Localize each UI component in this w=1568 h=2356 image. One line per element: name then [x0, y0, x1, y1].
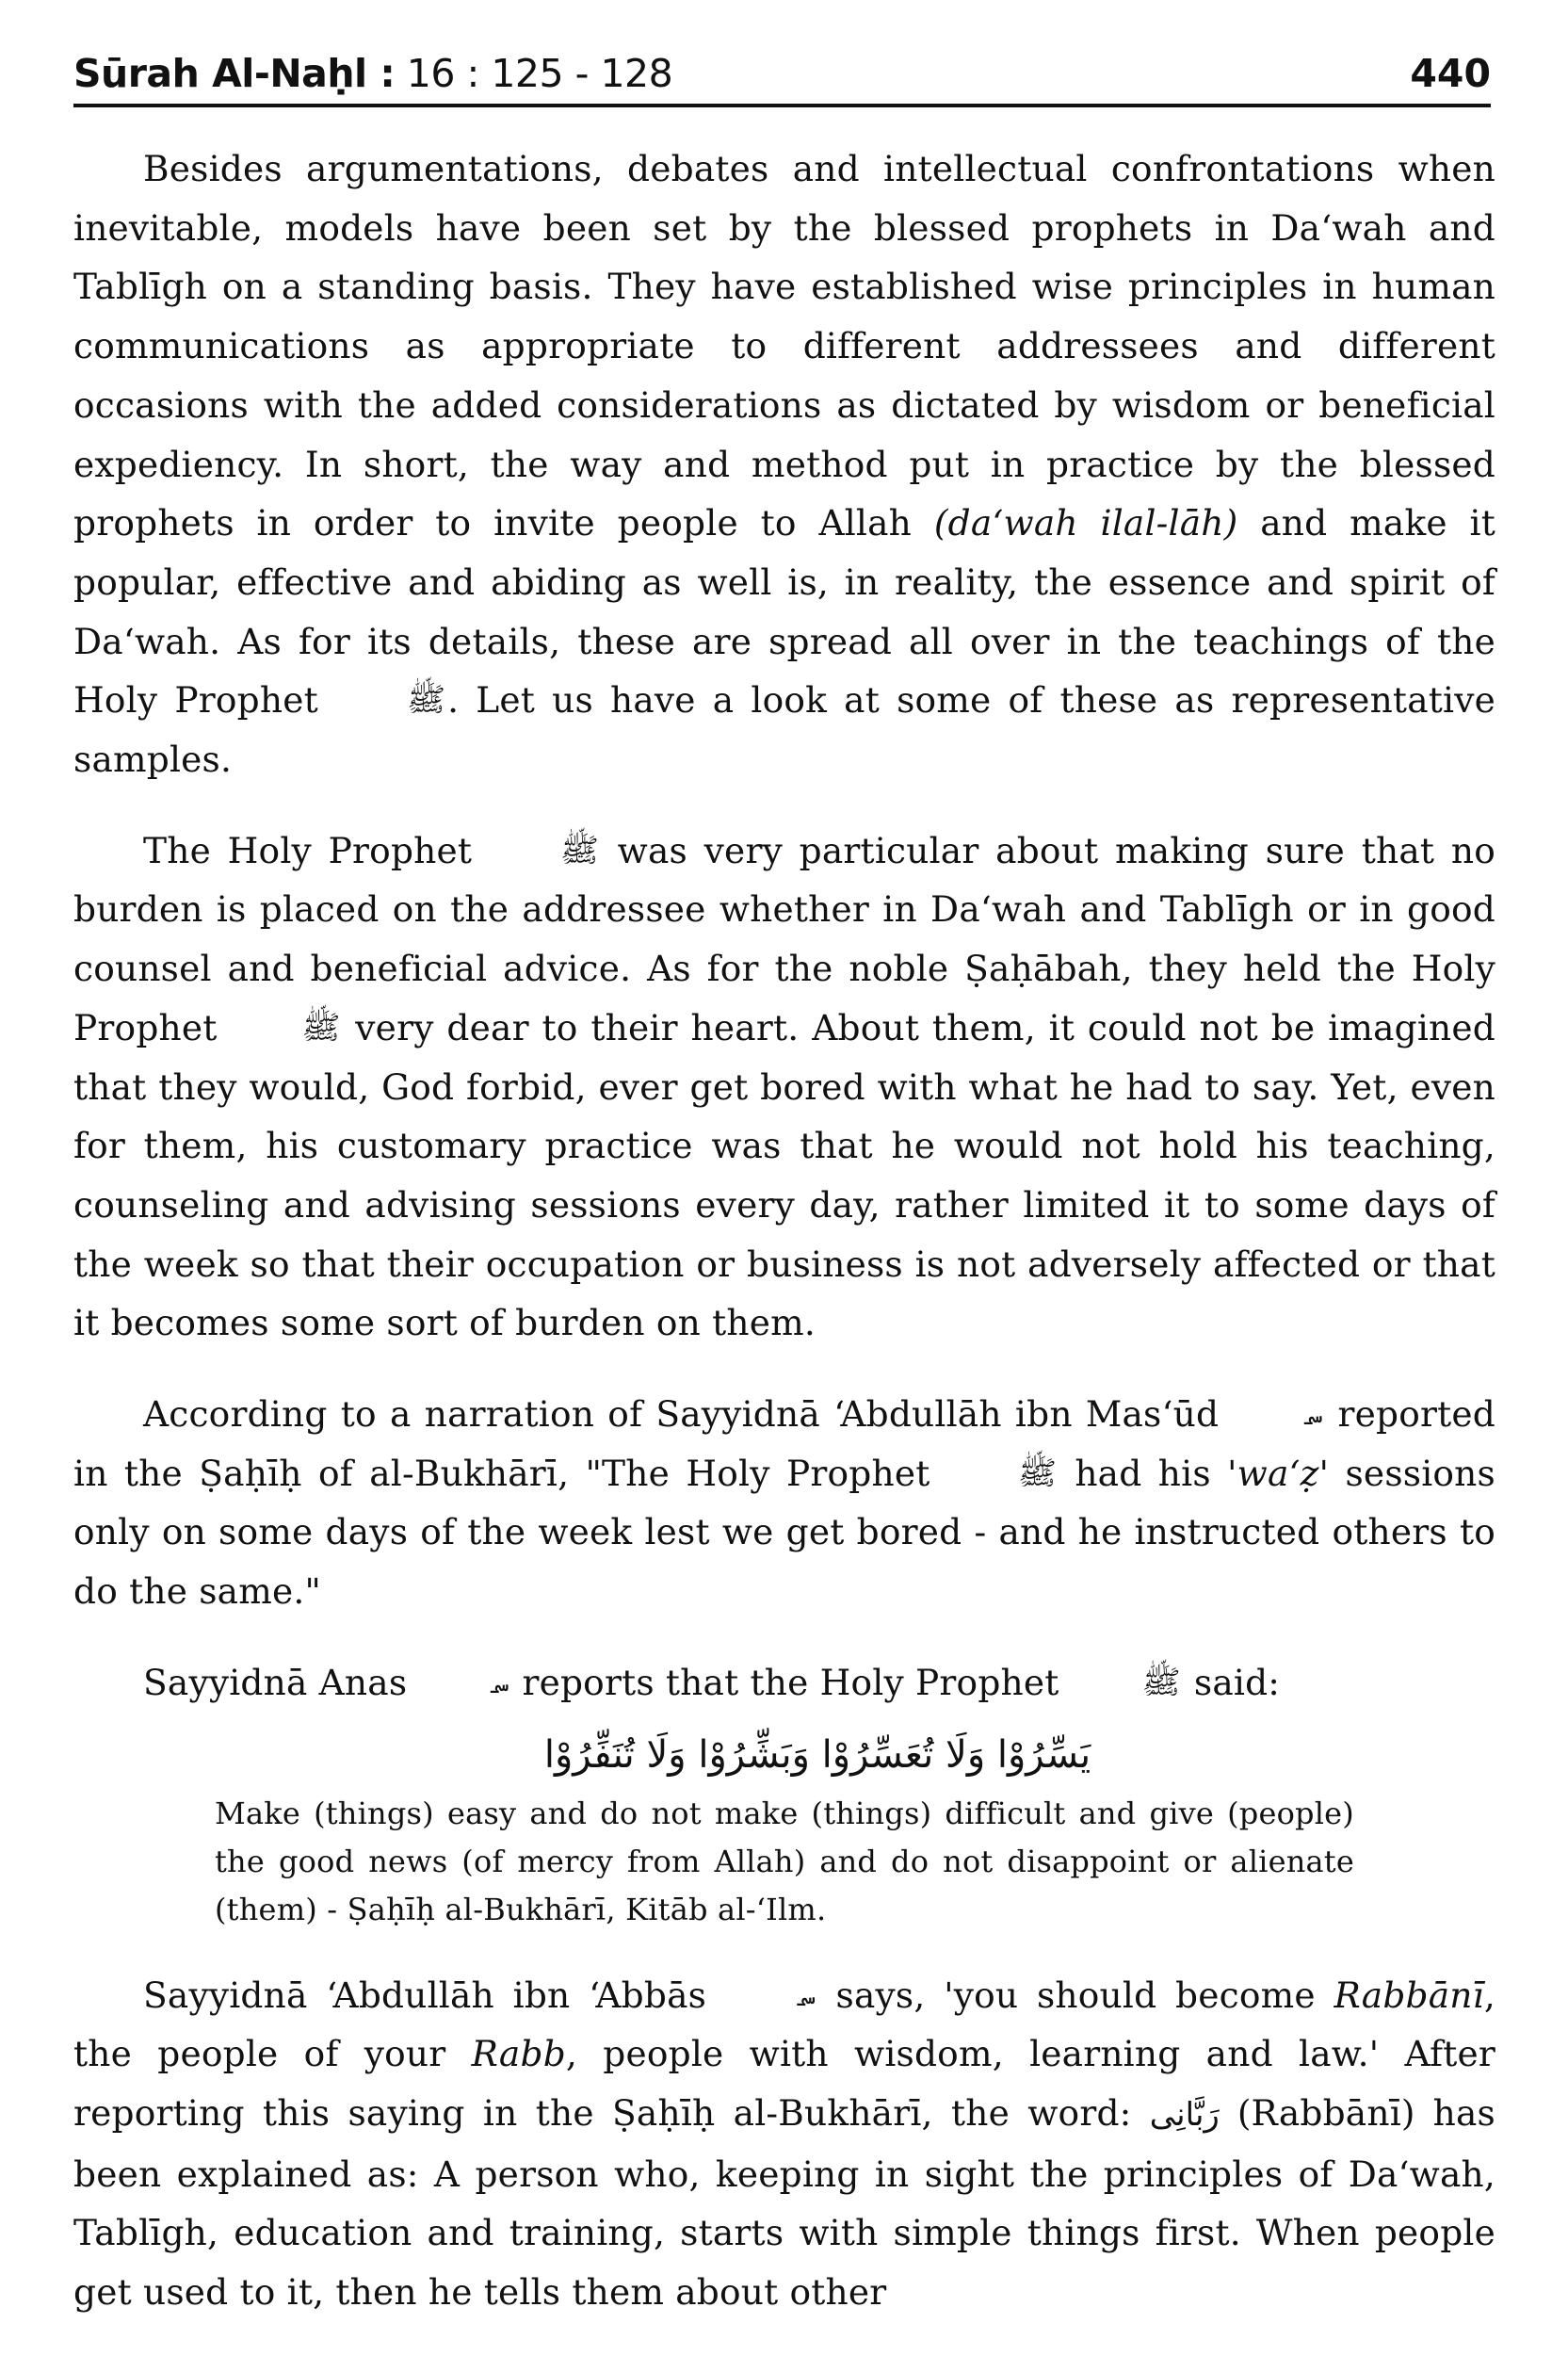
- italic-term: Rabbānī: [1334, 1974, 1484, 2016]
- paragraph-5: Sayyidnā ‘Abdullāh ibn ‘Abbās ؄ says, 'you should become Rabbānī, the people of your Rabb, people with wisdom, learning and law.' After reporting this saying in the Ṣaḥīḥ al-Bukhārī, the word: رَبَّانِی (Rabbānī) has been explained as: A person who, keeping in sight the principles of Da‘wah, Tablīgh, education and training, starts with simple things first. When people get used to it, then he tells them about other: [73, 1974, 1495, 2314]
- arabic-word-rabbani: رَبَّانِی: [1149, 2095, 1220, 2134]
- page-header: [73, 47, 1491, 107]
- italic-term: wa‘ẓ: [1237, 1452, 1319, 1494]
- prophet-honorific-icon: ﷺ: [301, 1008, 341, 1047]
- paragraph-2: The Holy Prophet ﷺ was very particular about making sure that no burden is placed on the addressee whether in Da‘wah and Tablīgh or in good counsel and beneficial advice. As for the noble Ṣaḥābah, they held the Holy Prophet ﷺ very dear to their heart. About them, it could not be imagined that they would, God forbid, ever get bored with what he had to say. Yet, even for them, his customary practice was that he would not hold his teaching, counseling and advising sessions every day, rather limited it to some days of the week so that their occupation or business is not adversely affected or that it becomes some sort of burden on them.: [73, 829, 1496, 1344]
- running-title: [73, 51, 672, 96]
- prophet-honorific-icon: ﷺ: [406, 681, 446, 720]
- main-text: [73, 139, 1495, 2322]
- page-number: 440: [1410, 51, 1491, 96]
- header-rule: [73, 104, 1491, 107]
- surah-name: Sūrah Al-Naḥl :: [73, 51, 396, 96]
- italic-term: Rabb: [471, 2033, 566, 2075]
- verse-reference: 16 : 125 - 128: [395, 51, 673, 96]
- companion-honorific-icon: ؄: [796, 1975, 816, 2014]
- prophet-honorific-icon: ﷺ: [559, 831, 599, 869]
- paragraph-1: Besides argumentations, debates and intellectual confrontations when inevitable, models have been set by the blessed prophets in Da‘wah and Tablīgh on a standing basis. They have established wise principles in human communications as appropriate to different addressees and different occasions with the added considerations as dictated by wisdom or beneficial expediency. In short, the way and method put in practice by the blessed prophets in order to invite people to Allah (da‘wah ilal-lāh) and make it popular, effective and abiding as well is, in reality, the essence and spirit of Da‘wah. As for its details, these are spread all over in the teachings of the Holy Prophet ﷺ. Let us have a look at some of these as representative samples.: [73, 148, 1495, 781]
- paragraph-3: According to a narration of Sayyidnā ‘Abdullāh ibn Mas‘ūd ؄ reported in the Ṣaḥīḥ of al-Bukhārī, "The Holy Prophet ﷺ had his 'wa‘ẓ' sessions only on some days of the week lest we get bored - and he instructed others to do the same.": [73, 1393, 1495, 1613]
- hadith-translation: Make (things) easy and do not make (things) difficult and give (people) the good news (of mercy from Allah) and do not disappoint or alienate (them) - Ṣaḥīḥ al-Bukhārī, Kitāb al-‘Ilm.: [215, 1795, 1354, 1927]
- companion-honorific-icon: ؄: [1303, 1395, 1323, 1434]
- prophet-honorific-icon: ﷺ: [1017, 1454, 1057, 1492]
- companion-honorific-icon: ؄: [490, 1663, 509, 1701]
- paragraph-4: Sayyidnā Anas ؄ reports that the Holy Prophet ﷺ said:: [143, 1661, 1281, 1703]
- arabic-hadith: يَسِّرُوْا وَلَا تُعَسِّرُوْا وَبَشِّرُوْا وَلَا تُنَفِّرُوْا: [543, 1732, 1091, 1777]
- prophet-honorific-icon: ﷺ: [1141, 1663, 1181, 1701]
- italic-term: (da‘wah ilal-lāh): [933, 502, 1238, 544]
